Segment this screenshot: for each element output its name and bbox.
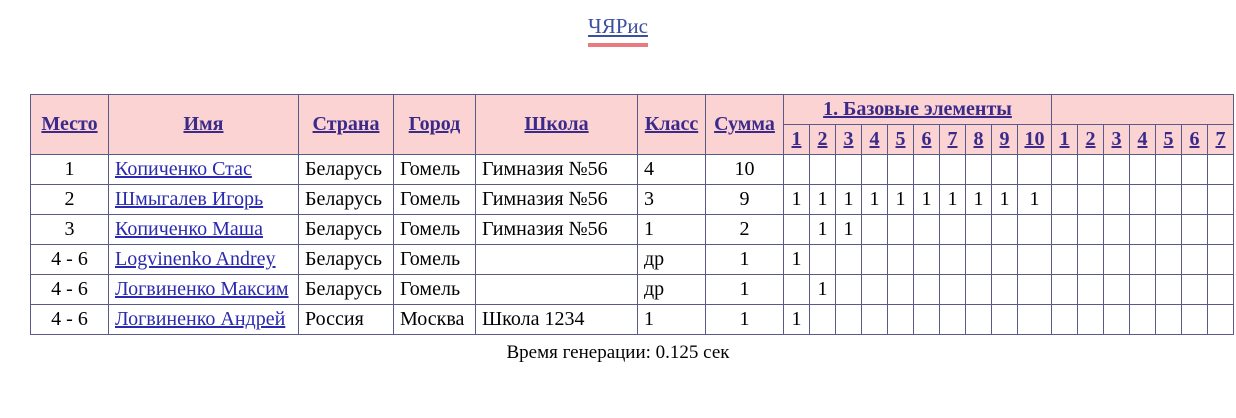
cell-name [109,275,299,305]
cell-name [109,155,299,185]
cell-task-1-1 [784,275,810,305]
cell-task-2-5 [1156,245,1182,275]
cell-task-2-3 [1104,155,1130,185]
header-task-1-6 [914,125,940,155]
header-task-1-1 [784,125,810,155]
cell-task-1-2 [810,245,836,275]
cell-name [109,185,299,215]
participant-link[interactable]: Копиченко Стас [115,158,252,181]
cell-task-1-8 [966,215,992,245]
table-row [31,305,1234,335]
cell-task-1-4 [862,215,888,245]
cell-task-2-4 [1130,215,1156,245]
cell-sum: 1 [706,245,784,275]
cell-task-2-1 [1052,155,1078,185]
participant-link[interactable]: Логвиненко Андрей [115,308,286,331]
cell-task-2-1 [1052,245,1078,275]
cell-task-1-10 [1018,155,1052,185]
cell-task-1-10: 1 [1018,185,1052,215]
header-task-1-6-link[interactable]: 6 [921,128,932,151]
header-task-1-4-link[interactable]: 4 [869,128,880,151]
cell-task-2-5 [1156,215,1182,245]
cell-task-2-4 [1130,185,1156,215]
cell-task-1-8 [966,155,992,185]
cell-sum: 9 [706,185,784,215]
cell-task-1-4 [862,275,888,305]
cell-city: Гомель [394,185,476,215]
cell-country: Беларусь [299,275,394,305]
header-task-2-7-link[interactable]: 7 [1215,128,1226,151]
cell-task-1-8 [966,245,992,275]
header-task-1-2 [810,125,836,155]
cell-task-2-6 [1182,305,1208,335]
header-task-1-7 [940,125,966,155]
cell-task-1-7 [940,305,966,335]
cell-task-1-6: 1 [914,185,940,215]
cell-school: Гимназия №56 [476,215,638,245]
cell-task-2-4 [1130,305,1156,335]
cell-task-2-7 [1208,305,1234,335]
cell-task-1-2: 1 [810,215,836,245]
header-task-1-3 [836,125,862,155]
cell-task-1-6 [914,305,940,335]
header-city [394,95,476,155]
header-task-1-1-link[interactable]: 1 [791,128,802,151]
header-task-2-1-link[interactable]: 1 [1059,128,1070,151]
header-school-link[interactable]: Школа [524,113,589,136]
cell-task-1-3: 1 [836,185,862,215]
cell-task-1-5 [888,215,914,245]
header-task-1-5-link[interactable]: 5 [895,128,906,151]
cell-task-1-5 [888,245,914,275]
header-task-1-8-link[interactable]: 8 [973,128,984,151]
cell-country: Беларусь [299,185,394,215]
cell-class: др [638,245,706,275]
cell-place: 4 - 6 [31,275,109,305]
generation-time: Время генерации: 0.125 сек [506,342,730,364]
header-task-1-9 [992,125,1018,155]
cell-task-1-10 [1018,215,1052,245]
cell-task-1-6 [914,245,940,275]
cell-task-1-8 [966,275,992,305]
cell-task-1-3: 1 [836,215,862,245]
cell-task-1-3 [836,305,862,335]
header-task-2-1 [1052,125,1078,155]
participant-link[interactable]: Шмыгалев Игорь [115,188,264,211]
cell-task-1-3 [836,245,862,275]
table-row [31,215,1234,245]
header-task-1-10-link[interactable]: 10 [1024,128,1045,151]
header-task-1-3-link[interactable]: 3 [843,128,854,151]
cell-task-2-2 [1078,215,1104,245]
cell-sum: 10 [706,155,784,185]
cell-task-1-7 [940,155,966,185]
header-task-2-6-link[interactable]: 6 [1189,128,1200,151]
cell-school: Гимназия №56 [476,155,638,185]
cell-task-2-3 [1104,305,1130,335]
cell-place: 4 - 6 [31,305,109,335]
cell-task-2-7 [1208,155,1234,185]
header-place [31,95,109,155]
cell-place: 2 [31,185,109,215]
cell-class: др [638,275,706,305]
cell-country: Беларусь [299,215,394,245]
cell-task-2-5 [1156,155,1182,185]
results-table-body [31,155,1234,335]
header-group-base-elements [784,95,1052,125]
cell-task-1-1 [784,155,810,185]
cell-task-2-2 [1078,305,1104,335]
cell-task-2-2 [1078,155,1104,185]
cell-task-2-1 [1052,185,1078,215]
header-group-base-elements-link[interactable]: 1. Базовые элементы [823,98,1012,121]
cell-task-1-2: 1 [810,275,836,305]
results-table-container [0,94,1236,335]
cell-task-1-6 [914,275,940,305]
cell-task-2-5 [1156,305,1182,335]
cell-school: Школа 1234 [476,305,638,335]
cell-sum: 2 [706,215,784,245]
header-task-2-5 [1156,125,1182,155]
cell-task-1-7: 1 [940,185,966,215]
cell-task-1-5 [888,305,914,335]
header-country-link[interactable]: Страна [312,113,380,136]
header-sum [706,95,784,155]
cell-task-1-9 [992,215,1018,245]
header-name [109,95,299,155]
cell-city: Гомель [394,155,476,185]
header-task-1-2-link[interactable]: 2 [817,128,828,151]
cell-task-1-4 [862,305,888,335]
cell-city: Гомель [394,215,476,245]
cell-task-1-6 [914,155,940,185]
cell-task-1-7 [940,215,966,245]
cell-task-1-2: 1 [810,185,836,215]
cell-task-1-2 [810,305,836,335]
header-class [638,95,706,155]
header-task-2-3-link[interactable]: 3 [1111,128,1122,151]
header-task-2-4 [1130,125,1156,155]
results-table-head [31,95,1234,155]
cell-task-1-8 [966,305,992,335]
cell-task-2-3 [1104,245,1130,275]
cell-task-2-2 [1078,245,1104,275]
cell-name [109,215,299,245]
cell-city: Гомель [394,275,476,305]
header-country [299,95,394,155]
cell-country: Беларусь [299,155,394,185]
cell-task-2-5 [1156,185,1182,215]
cell-task-2-3 [1104,215,1130,245]
header-group-empty [1052,95,1234,125]
cell-task-2-1 [1052,275,1078,305]
cell-place: 3 [31,215,109,245]
header-row-main [31,95,1234,125]
cell-name [109,305,299,335]
cell-task-2-3 [1104,275,1130,305]
header-city-link[interactable]: Город [408,113,461,136]
cell-task-1-7 [940,245,966,275]
results-table [30,94,1234,335]
participant-link[interactable]: Копиченко Маша [115,218,264,241]
cell-task-2-2 [1078,275,1104,305]
cell-task-1-10 [1018,275,1052,305]
header-task-2-2 [1078,125,1104,155]
cell-task-2-7 [1208,215,1234,245]
cell-task-1-10 [1018,305,1052,335]
cell-task-1-9 [992,275,1018,305]
header-sum-link[interactable]: Сумма [714,113,775,136]
cell-school: Гимназия №56 [476,185,638,215]
header-task-1-5 [888,125,914,155]
header-task-2-3 [1104,125,1130,155]
header-task-2-7 [1208,125,1234,155]
cell-task-1-1 [784,215,810,245]
cell-task-1-1: 1 [784,245,810,275]
cell-task-2-7 [1208,275,1234,305]
cell-sum: 1 [706,305,784,335]
cell-class: 3 [638,185,706,215]
header-class-link[interactable]: Класс [644,113,699,136]
header-task-2-6 [1182,125,1208,155]
cell-task-1-9 [992,305,1018,335]
header-name-link[interactable]: Имя [183,113,224,136]
table-row [31,185,1234,215]
cell-task-1-8: 1 [966,185,992,215]
cell-task-2-6 [1182,215,1208,245]
header-task-1-10 [1018,125,1052,155]
cell-school [476,275,638,305]
cell-place: 1 [31,155,109,185]
participant-link[interactable]: Логвиненко Максим [115,278,289,301]
header-place-link[interactable]: Место [41,113,98,136]
cell-class: 4 [638,155,706,185]
table-row [31,155,1234,185]
header-task-2-4-link[interactable]: 4 [1137,128,1148,151]
cell-task-2-1 [1052,305,1078,335]
cell-task-1-1: 1 [784,185,810,215]
cell-task-2-7 [1208,245,1234,275]
header-task-2-2-link[interactable]: 2 [1085,128,1096,151]
cell-task-1-4 [862,155,888,185]
cell-city: Гомель [394,245,476,275]
cell-task-1-4 [862,245,888,275]
cell-task-1-5 [888,155,914,185]
table-row [31,245,1234,275]
cell-country: Беларусь [299,245,394,275]
header-task-1-9-link[interactable]: 9 [999,128,1010,151]
cell-task-2-2 [1078,185,1104,215]
header-task-1-7-link[interactable]: 7 [947,128,958,151]
cell-task-2-7 [1208,185,1234,215]
cell-task-1-1: 1 [784,305,810,335]
cell-task-2-4 [1130,245,1156,275]
cell-task-1-5: 1 [888,185,914,215]
cell-city: Москва [394,305,476,335]
header-task-1-8 [966,125,992,155]
header-school [476,95,638,155]
cell-task-2-6 [1182,245,1208,275]
cell-task-1-3 [836,275,862,305]
cell-country: Россия [299,305,394,335]
cell-task-1-3 [836,155,862,185]
cell-name [109,245,299,275]
table-row [31,275,1234,305]
cell-task-1-7 [940,275,966,305]
cell-task-1-9 [992,155,1018,185]
cell-task-1-4: 1 [862,185,888,215]
cell-task-1-9 [992,245,1018,275]
page-title-link[interactable]: ЧЯРис [588,14,648,47]
cell-task-1-10 [1018,245,1052,275]
cell-task-2-6 [1182,155,1208,185]
cell-task-2-5 [1156,275,1182,305]
cell-place: 4 - 6 [31,245,109,275]
cell-sum: 1 [706,275,784,305]
cell-school [476,245,638,275]
cell-task-2-6 [1182,275,1208,305]
header-task-1-4 [862,125,888,155]
page-title-container [0,0,1236,47]
cell-task-1-9: 1 [992,185,1018,215]
cell-task-2-4 [1130,275,1156,305]
cell-class: 1 [638,215,706,245]
cell-task-2-3 [1104,185,1130,215]
cell-task-2-1 [1052,215,1078,245]
participant-link[interactable]: Logvinenko Andrey [115,248,276,271]
cell-task-1-6 [914,215,940,245]
cell-class: 1 [638,305,706,335]
cell-task-2-6 [1182,185,1208,215]
cell-task-2-4 [1130,155,1156,185]
cell-task-1-5 [888,275,914,305]
header-task-2-5-link[interactable]: 5 [1163,128,1174,151]
cell-task-1-2 [810,155,836,185]
